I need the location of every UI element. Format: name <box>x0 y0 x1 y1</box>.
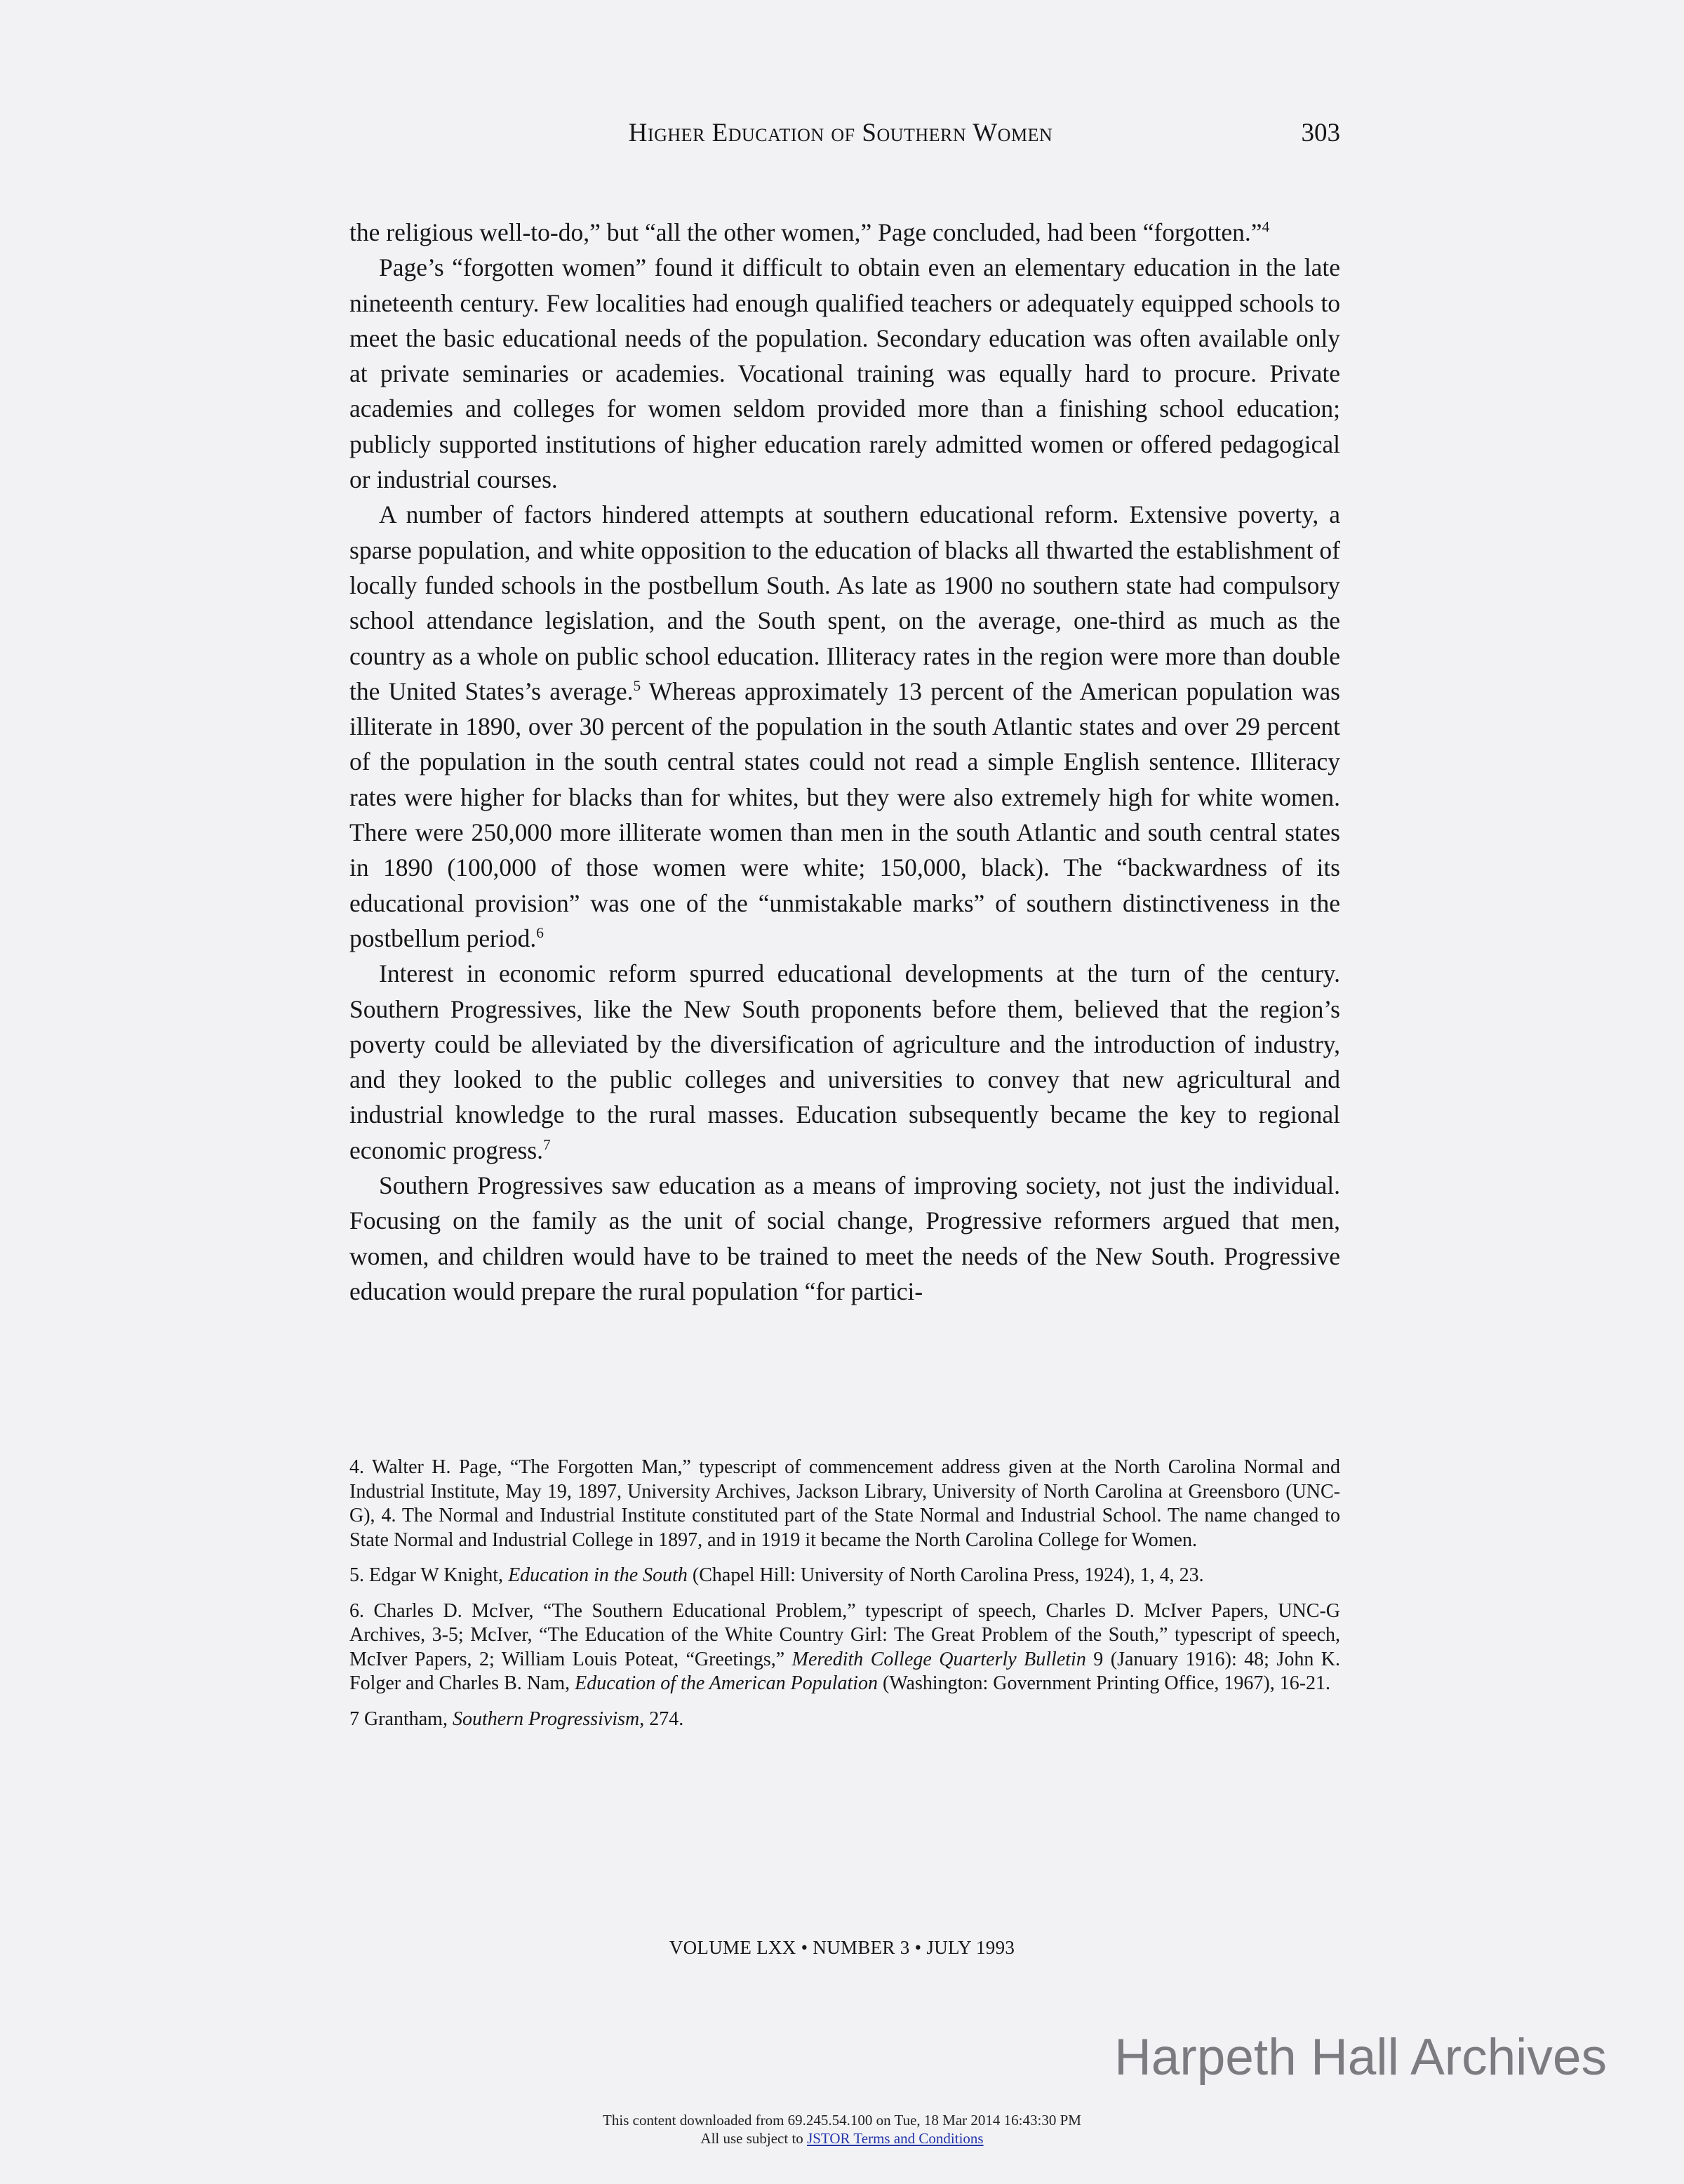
footnotes <box>349 1456 1340 1743</box>
paragraph: the religious well-to-do,” but “all the other women,” Page concluded, had been “forgotten.”$^4$ <box>349 218 1270 246</box>
jstor-terms-link[interactable]: JSTOR Terms and Conditions <box>807 2130 984 2147</box>
footnote-ref: 4 <box>1262 218 1270 236</box>
footnote-4: 4. Walter H. Page, “The Forgotten Man,” typescript of commencement address given at the North Carolina Normal and Industrial Institute, May 19, 1897, University Archives, Jackson Library, University of North Carolina at Greensboro (UNC-G), 4. The Normal and Industrial Institute constituted part of the State Normal and Industrial School. The name changed to State Normal and Industrial College in 1897, and in 1919 it became the North Carolina College for Women. <box>349 1456 1340 1551</box>
footnote-ref: 7 <box>543 1136 551 1153</box>
footnote-5: 5. Edgar W Knight, Education in the South (Chapel Hill: University of North Carolina Press, 1924), 1, 4, 23. <box>349 1564 1204 1586</box>
article-body <box>349 215 1340 1309</box>
volume-footer: VOLUME LXX • NUMBER 3 • JULY 1993 <box>669 1937 1015 1958</box>
paragraph: Southern Progressives saw education as a means of improving society, not just the individual. Focusing on the family as the unit of social change, Progressive reformers argued that men, women, and children would have to be trained to meet the needs of the New South. Progressive education would prepare the rural population “for partici- <box>349 1171 1340 1305</box>
download-notice <box>421 2111 1263 2148</box>
archive-watermark: Harpeth Hall Archives <box>1114 2029 1607 2086</box>
paragraph: A number of factors hindered attempts at southern educational reform. Extensive poverty, a sparse population, and white opposition to the education of blacks all thwarted the establishment of locally funded schools in the postbellum South. As late as 1900 no southern state had compulsory school attendance legislation, and the South spent, on the average, one-third as much as the country as a whole on public school education. Illiteracy rates in the region were more than double the United States’s average.$^5$ Whereas approximately 13 percent of the American population was illiterate in 1890, over 30 percent of the population in the south Atlantic states and over 29 percent of the population in the south central states could not read a simple English sentence. Illiteracy rates were higher for blacks than for whites, but they were also extremely high for white women. There were 250,000 more illiterate women than men in the south Atlantic and south central states in 1890 (100,000 of those women were white; 150,000, black). The “backwardness of its educational provision” was one of the “unmistakable marks” of southern distinctiveness in the postbellum period.$^6$ <box>349 500 1340 952</box>
page-number: 303 <box>1301 119 1340 147</box>
terms-line: All use subject to JSTOR Terms and Conditions <box>700 2130 984 2147</box>
download-line: This content downloaded from 69.245.54.100 on Tue, 18 Mar 2014 16:43:30 PM <box>603 2112 1081 2129</box>
running-head: Higher Education of Southern Women <box>628 119 1053 147</box>
footnote-ref: 5 <box>633 677 641 695</box>
page-header <box>349 118 1340 157</box>
paragraph: Interest in economic reform spurred educational developments at the turn of the century. Southern Progressives, like the New South proponents before them, believed that the region’s poverty could be alleviated by the diversification of agriculture and the introduction of industry, and they looked to the public colleges and universities to convey that new agricultural and industrial knowledge to the rural masses. Education subsequently became the key to regional economic progress.$^7$ <box>349 959 1340 1164</box>
footnote-ref: 6 <box>536 924 544 942</box>
footnote-7: 7 Grantham, Southern Progressivism, 274. <box>349 1707 684 1730</box>
footnote-6: 6. Charles D. McIver, “The Southern Educational Problem,” typescript of speech, Charles D. McIver Papers, UNC-G Archives, 3-5; McIver, “The Education of the White Country Girl: The Great Problem of the South,” typescript of speech, McIver Papers, 2; William Louis Poteat, “Greetings,” Meredith College Quarterly Bulletin 9 (January 1916): 48; John K. Folger and Charles B. Nam, Education of the American Population (Washington: Government Printing Office, 1967), 16-21. <box>349 1599 1340 1694</box>
paragraph: Page’s “forgotten women” found it difficult to obtain even an elementary education in the late nineteenth century. Few localities had enough qualified teachers or adequately equipped schools to meet the basic educational needs of the population. Secondary education was often available only at private seminaries or academies. Vocational training was equally hard to procure. Private academies and colleges for women seldom provided more than a finishing school education; publicly supported institutions of higher education rarely admitted women or offered pedagogical or industrial courses. <box>349 253 1340 494</box>
